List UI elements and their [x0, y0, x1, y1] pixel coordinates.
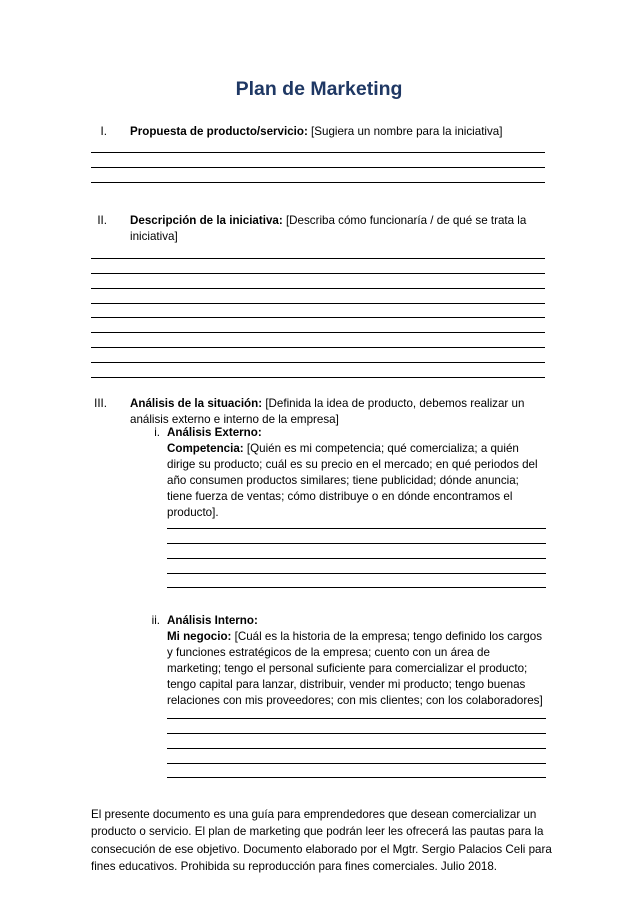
subsection-i-numeral: i.: [154, 426, 160, 439]
section-2-text: [130, 213, 530, 245]
answer-line[interactable]: [91, 244, 545, 259]
section-3-text: [130, 396, 530, 428]
subsection-ii-answer-lines[interactable]: [167, 704, 546, 778]
answer-line[interactable]: [91, 363, 545, 378]
section-3-instruction: [Definida la idea de producto, debemos realizar un análisis externo e interno de la empresa]: [130, 397, 525, 426]
section-3-heading: Análisis de la situación:: [130, 397, 263, 410]
footer-note: El presente documento es una guía para emprendedores que desean comercializar un producto o servicio. El plan de marketing que podrán leer les ofrecerá las pautas para la consecución de ese objetivo. Documento elaborado por el Mgtr. Sergio Palacios Celi para fines educativos. Prohibida su reproducción para fines comerciales. Julio 2018.: [91, 808, 552, 874]
section-1-answer-lines[interactable]: [91, 138, 545, 183]
subsection-ii-text: [167, 613, 547, 709]
subsection-ii-instruction: [Cuál es la historia de la empresa; tengo definido los cargos y funciones estratégicos de la empresa; cuento con un área de marketing; tengo el personal suficiente para comercializar el producto; tengo capital para lanzar, distribuir, vender mi producto; tengo buenas relaciones con mis proveedores; con mis clientes; con los colaboradores]: [167, 630, 543, 707]
answer-line[interactable]: [167, 734, 546, 749]
answer-line[interactable]: [91, 153, 545, 168]
answer-line[interactable]: [167, 574, 546, 589]
answer-line[interactable]: [91, 274, 545, 289]
answer-line[interactable]: [91, 318, 545, 333]
answer-line[interactable]: [167, 559, 546, 574]
answer-line[interactable]: [167, 764, 546, 779]
section-1-numeral: I.: [100, 125, 107, 138]
answer-line[interactable]: [91, 168, 545, 183]
section-2-answer-lines[interactable]: [91, 244, 545, 378]
subsection-ii-heading: Análisis Interno:: [167, 614, 258, 627]
subsection-i-answer-lines[interactable]: [167, 514, 546, 588]
section-2-heading: Descripción de la iniciativa:: [130, 214, 283, 227]
answer-line[interactable]: [167, 719, 546, 734]
answer-line[interactable]: [167, 749, 546, 764]
subsection-i-text: [167, 425, 543, 521]
section-2-instruction: [Describa cómo funcionaría / de qué se trata la iniciativa]: [130, 214, 527, 243]
subsection-i-instruction: [Quién es mi competencia; qué comercializa; a quién dirige su producto; cuál es su precio en el mercado; en qué periodos del año consumen productos similares; tiene publicidad; dónde anuncia; tiene fuerza de ventas; cómo distribuye o en dónde encontramos el producto].: [167, 442, 538, 519]
answer-line[interactable]: [91, 259, 545, 274]
subsection-i-subheading: Competencia:: [167, 442, 244, 455]
answer-line[interactable]: [91, 348, 545, 363]
section-2-numeral: II.: [97, 214, 107, 227]
answer-line[interactable]: [91, 304, 545, 319]
subsection-i-heading: Análisis Externo:: [167, 426, 262, 439]
answer-line[interactable]: [167, 704, 546, 719]
answer-line[interactable]: [91, 138, 545, 153]
subsection-ii-subheading: Mi negocio:: [167, 630, 232, 643]
page-title: Plan de Marketing: [235, 78, 403, 100]
answer-line[interactable]: [167, 529, 546, 544]
answer-line[interactable]: [91, 289, 545, 304]
section-3-numeral: III.: [94, 397, 107, 410]
answer-line[interactable]: [167, 514, 546, 529]
answer-line[interactable]: [167, 544, 546, 559]
subsection-ii-numeral: ii.: [151, 614, 160, 627]
section-1-heading: Propuesta de producto/servicio:: [130, 125, 308, 138]
section-1-instruction: [Sugiera un nombre para la iniciativa]: [311, 125, 503, 138]
answer-line[interactable]: [91, 333, 545, 348]
